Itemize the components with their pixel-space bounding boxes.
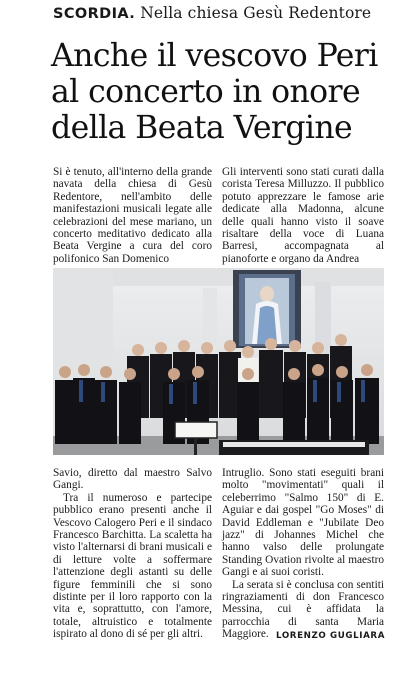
body-paragraph: Tra il numeroso e partecipe pubblico erano presenti anche il Vescovo Calogero Peri e il sindaco Francesco Barchitta. La scaletta ha visto l'alternarsi di brani musicali e di letture volte a soffermare l'attenzione degli astanti su delle figure femminili che si sono distinte per il loro rapporto con la vita e, soprattutto, con l'amore, totale, altruistico e totalmente ispirato al dono di sé per gli altri. [53,491,212,641]
body-column-2-top [222,166,384,265]
body-column-1-top [53,166,212,265]
kicker-place: SCORDIA. [53,6,136,22]
body-paragraph: Savio, diretto dal maestro Salvo Gangi. [53,467,212,492]
choir-photo [53,268,384,455]
article-kicker [53,4,371,22]
body-paragraph: Intruglio. Sono stati eseguiti brani molto "movimentati" quali il celeberrimo "Salmo 150" di E. Aguiar e dai gospel "Go Moses" di David Eddleman e "Jubilate Deo jazz" di Johannes Michel che hanno valso delle prolungate Standing Ovation rivolte al maestro Gangi e ai suoi coristi. [222,467,384,579]
body-column-2-bottom [222,467,384,641]
body-paragraph: Si è tenuto, all'interno della grande navata della chiesa di Gesù Redentore, nell'ambito delle manifestazioni musicali legate alle celebrazioni del mese mariano, un concerto meditativo dedicato alla Beata Vergine a cura del coro polifonico San Domenico [53,166,212,265]
author-byline: LORENZO GUGLIARA [276,631,386,641]
article-headline [51,38,403,146]
kicker-subtitle: Nella chiesa Gesù Redentore [140,4,372,22]
body-paragraph: Gli interventi sono stati curati dalla corista Teresa Milluzzo. Il pubblico potuto apprezzare le famose arie dedicate alla Madonna, alcune delle quali hanno visto il soave risaltare della voce di Luana Barresi, accompagnata al pianoforte e organo da Andrea [222,166,384,265]
body-column-1-bottom [53,467,212,641]
headline-line-3: della Beata Vergine [51,110,353,146]
headline-line-1: Anche il vescovo Peri [51,38,378,74]
body-paragraph: La serata si è conclusa con sentiti ringraziamenti di don Francesco Messina, cui è affidata la parrocchia di santa Maria Maggiore. [222,578,384,641]
headline-line-2: al concerto in onore [51,74,361,110]
choir-photo-illustration [53,268,384,455]
